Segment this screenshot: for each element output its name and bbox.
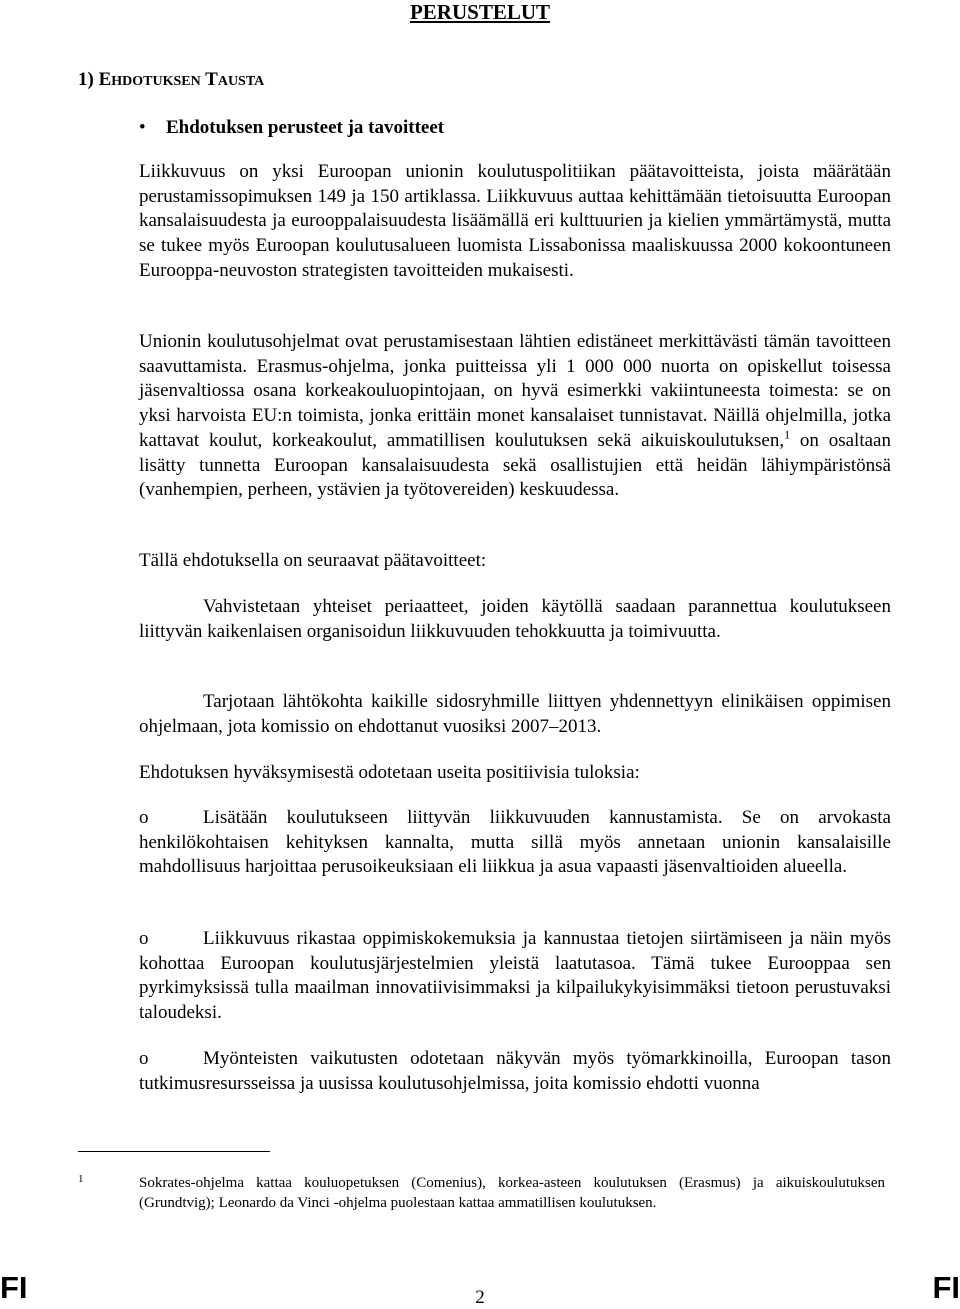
objective-common-principles: Vahvistetaan yhteiset periaatteet, joiden käytöllä saadaan parannettua koulutukseen liittyvän kaikenlaisen organisoidun liikkuvuuden tehokkuutta ja toimivuutta. bbox=[139, 596, 891, 642]
paragraph-results-intro: Ehdotuksen hyväksymisestä odotetaan useita positiivisia tuloksia: bbox=[139, 762, 640, 783]
section-heading-rest-2: AUSTA bbox=[217, 74, 265, 89]
language-code-left: FI bbox=[0, 1270, 28, 1305]
objective-reference-point: Tarjotaan lähtökohta kaikille sidosryhmille liittyen yhdennettyyn elinikäisen oppimisen ohjelmaan, jota komissio on ehdottanut vuosiksi 2007–2013. bbox=[139, 691, 891, 737]
result-item-text: Liikkuvuus rikastaa oppimiskokemuksia ja kannustaa tietojen siirtämiseen ja näin myös kohottaa Euroopan koulutusjärjestelmien yleistä laatutasoa. Tämä tukee Eurooppaa sen pyrkimyksissä tulla maailman innovatiivisimmaksi ja kilpailukykyisimmäksi tietoon perustuvaksi taloudeksi. bbox=[139, 928, 891, 1024]
result-item-labour-market bbox=[139, 1047, 891, 1096]
result-item-text: Myönteisten vaikutusten odotetaan näkyvän myös työmarkkinoilla, Euroopan tason tutkimusresursseissa ja uusissa koulutusohjelmissa, joita komissio ehdotti vuonna bbox=[139, 1048, 891, 1094]
paragraph-programmes bbox=[139, 330, 891, 503]
language-code-right: FI bbox=[932, 1270, 960, 1305]
section-number: 1) bbox=[78, 69, 99, 90]
section-heading-rest-1: HDOTUKSEN bbox=[111, 74, 201, 89]
list-marker: o bbox=[139, 1048, 149, 1069]
bullet-marker: • bbox=[139, 117, 146, 138]
paragraph-main-objectives-intro: Tällä ehdotuksella on seuraavat päätavoitteet: bbox=[139, 550, 487, 571]
paragraph-mobility-goals: Liikkuvuus on yksi Euroopan unionin koulutuspolitiikan päätavoitteista, joista määrätään perustamissopimuksen 149 ja 150 artiklassa. Liikkuvuus auttaa kehittämään tietoisuutta Euroopan kansalaisuudesta ja eurooppalaisuudesta lisäämällä eri kulttuurien ja kielien ymmärtämystä, mutta se tukee myös Euroopan koulutusalueen luomista Lissabonissa maaliskuussa 2000 kokoontuneen Eurooppa-neuvoston strategisten tavoitteiden mukaisesti. bbox=[139, 161, 891, 281]
footnote-reference: 1 bbox=[784, 427, 791, 442]
result-item-enrich-learning bbox=[139, 927, 891, 1026]
list-marker: o bbox=[139, 928, 149, 949]
footnote-text: Sokrates-ohjelma kattaa kouluopetuksen (Comenius), korkea-asteen koulutuksen (Erasmus) ja aikuiskoulutuksen (Grundtvig); Leonardo da Vinci -ohjelma puolestaan kattaa ammatillisen koulutuksen. bbox=[139, 1175, 885, 1211]
footnote-divider bbox=[78, 1151, 270, 1152]
page-number: 2 bbox=[475, 1287, 485, 1308]
bullet-heading-text: Ehdotuksen perusteet ja tavoitteet bbox=[166, 117, 445, 138]
paragraph-programmes-text-a: Unionin koulutusohjelmat ovat perustamisestaan lähtien edistäneet merkittävästi tämän tavoitteen saavuttamista. Erasmus-ohjelma, jonka puitteissa yli 1 000 000 nuorta on opiskellut toisessa jäsenvaltiossa osana korkeakouluopintojaan, on hyvä esimerkki vakiintuneesta toimesta: se on yksi harvoista EU:n toimista, jonka erittäin monet kansalaiset tunnistavat. Näillä ohjelmilla, jotka kattavat koulut, korkeakoulut, ammatillisen koulutuksen sekä aikuiskoulutuksen, bbox=[139, 331, 891, 451]
page-title: PERUSTELUT bbox=[409, 0, 551, 24]
section-heading bbox=[78, 68, 264, 94]
footnote-number: 1 bbox=[78, 1173, 84, 1185]
list-marker: o bbox=[139, 807, 149, 828]
paragraph-programmes-text-b: on osaltaan lisätty tunnetta Euroopan kansalaisuudesta sekä osallistujien että heidän lähiympäristönsä (vanhempien, perheen, ystävien ja työtovereiden) keskuudessa. bbox=[139, 429, 891, 501]
section-heading-initial-2: T bbox=[200, 69, 218, 90]
section-heading-initial-1: E bbox=[98, 69, 112, 90]
bullet-heading bbox=[139, 116, 444, 140]
result-item-encourage-mobility bbox=[139, 806, 891, 880]
result-item-text: Lisätään koulutukseen liittyvän liikkuvuuden kannustamista. Se on arvokasta henkilökohtaisen kehityksen kannalta, mutta sillä myös annetaan unionin kansalaisille mahdollisuus harjoittaa perusoikeuksiaan eli liikkua ja asua vapaasti jäsenvaltioiden alueella. bbox=[139, 807, 891, 878]
